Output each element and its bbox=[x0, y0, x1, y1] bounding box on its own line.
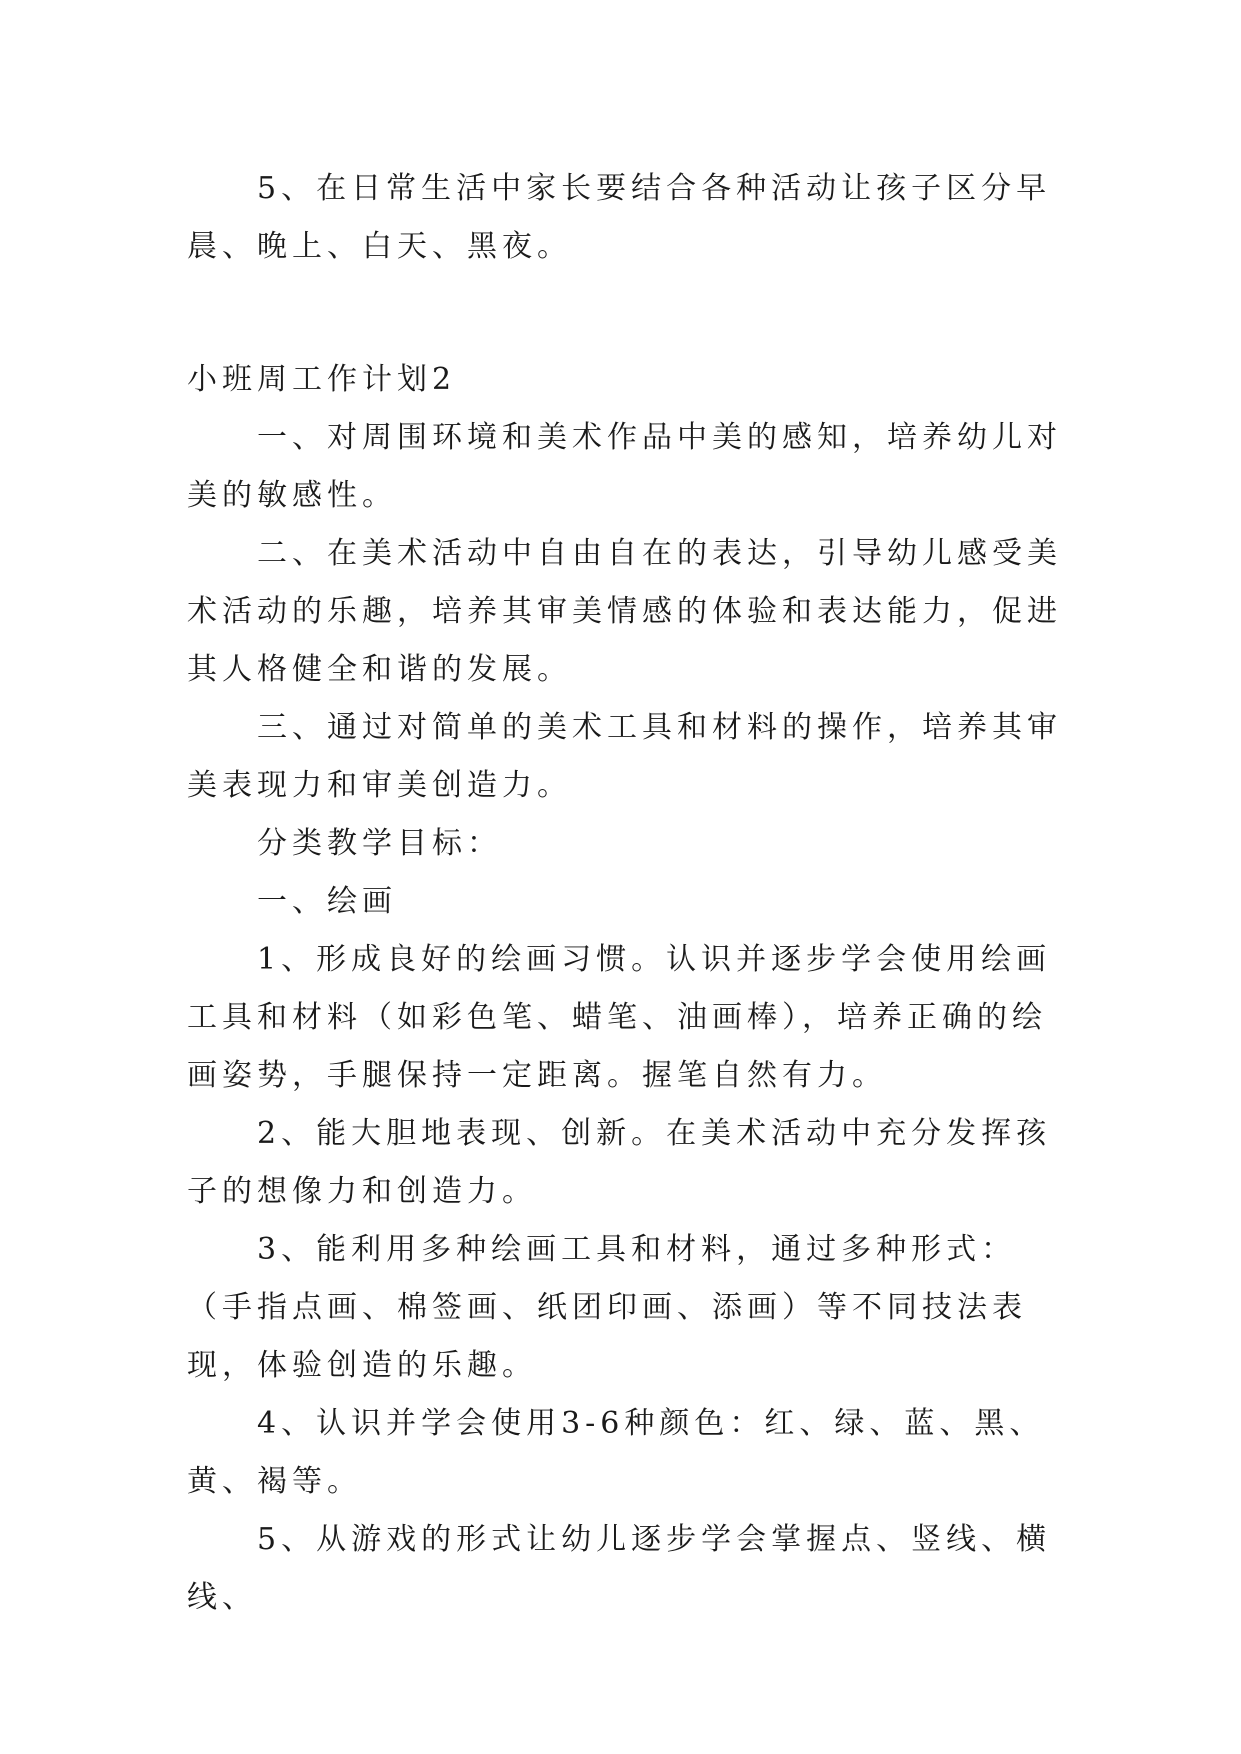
body-paragraph: 一、对周围环境和美术作品中美的感知，培养幼儿对美的敏感性。 bbox=[187, 420, 1062, 513]
subheading-painting: 一、绘画 bbox=[257, 884, 397, 919]
section-gap bbox=[187, 276, 1067, 351]
body-paragraph: 2、能大胆地表现、创新。在美术活动中充分发挥孩子的想像力和创造力。 bbox=[187, 1116, 1052, 1209]
body-paragraph: 1、形成良好的绘画习惯。认识并逐步学会使用绘画工具和材料（如彩色笔、蜡笔、油画棒），培养正确的绘画姿势，手腿保持一定距离。握笔自然有力。 bbox=[187, 942, 1052, 1093]
document-body bbox=[187, 160, 1067, 1627]
body-paragraph: 三、通过对简单的美术工具和材料的操作，培养其审美表现力和审美创造力。 bbox=[187, 710, 1062, 803]
body-paragraph: 4、认识并学会使用3-6种颜色：红、绿、蓝、黑、黄、褐等。 bbox=[187, 1406, 1045, 1499]
intro-paragraph: 5、在日常生活中家长要结合各种活动让孩子区分早晨、晚上、白天、黑夜。 bbox=[187, 171, 1052, 264]
section-title: 小班周工作计划2 bbox=[187, 362, 457, 397]
body-paragraph: 5、从游戏的形式让幼儿逐步学会掌握点、竖线、横线、 bbox=[187, 1522, 1052, 1615]
body-paragraph: 3、能利用多种绘画工具和材料，通过多种形式：（手指点画、棉签画、纸团印画、添画）等不同技法表现，体验创造的乐趣。 bbox=[187, 1232, 1027, 1383]
subheading-objectives: 分类教学目标： bbox=[257, 826, 502, 861]
body-paragraph: 二、在美术活动中自由自在的表达，引导幼儿感受美术活动的乐趣，培养其审美情感的体验和表达能力，促进其人格健全和谐的发展。 bbox=[187, 536, 1062, 687]
